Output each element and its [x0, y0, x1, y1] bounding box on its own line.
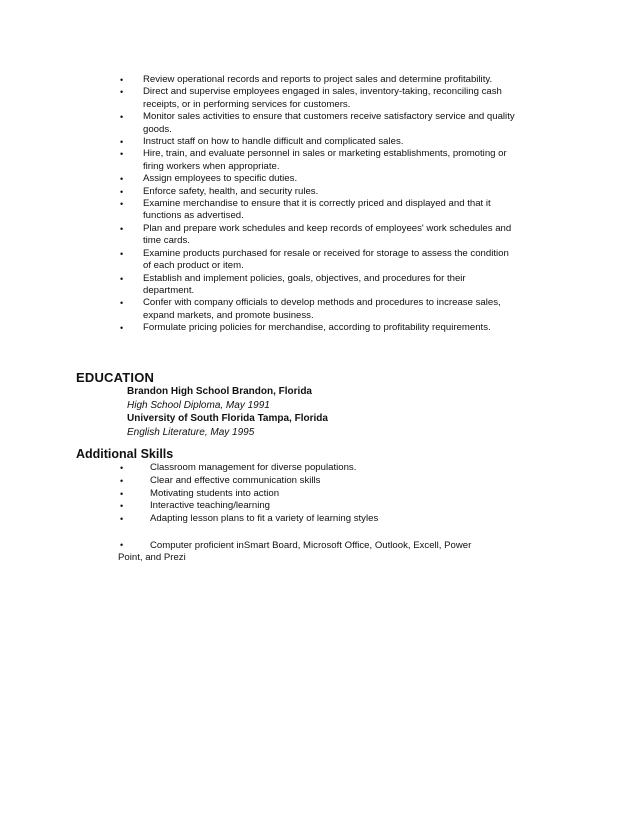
bullet-icon: • [120, 323, 124, 334]
bullet-icon: • [120, 186, 124, 197]
duty-text: Examine merchandise to ensure that it is correctly priced and displayed and that it functions as advertised. [143, 198, 491, 222]
duty-text: Confer with company officials to develop methods and procedures to increase sales, expand markets, and promote business. [143, 297, 501, 321]
list-item [118, 223, 518, 248]
bullet-icon: • [120, 174, 124, 185]
skill-text: Clear and effective communication skills [150, 474, 321, 486]
duty-text: Establish and implement policies, goals, objectives, and procedures for their department. [143, 272, 466, 296]
list-item [118, 148, 518, 173]
skill-text: Motivating students into action [150, 487, 280, 499]
duty-text: Instruct staff on how to handle difficult and complicated sales. [143, 136, 404, 148]
list-item [118, 297, 518, 322]
bullet-icon: • [120, 87, 124, 98]
list-item [118, 539, 518, 553]
skill-text: Computer proficient inSmart Board, Microsoft Office, Outlook, Excell, Power [150, 540, 472, 551]
list-item [118, 86, 518, 111]
skill-text: Classroom management for diverse populations. [150, 462, 357, 473]
list-item [118, 488, 518, 501]
bullet-icon: • [120, 488, 124, 499]
education-entries [127, 385, 328, 439]
skill-text: Interactive teaching/learning [150, 500, 270, 512]
school-name: Brandon High School Brandon, Florida [127, 386, 312, 397]
bullet-icon: • [120, 248, 124, 259]
duty-text: Hire, train, and evaluate personnel in sales or marketing establishments, promoting or firing workers when appropriate. [143, 148, 507, 172]
list-item [118, 462, 518, 475]
bullet-icon: • [120, 475, 124, 486]
bullet-icon: • [120, 463, 124, 473]
duty-text: Direct and supervise employees engaged in sales, inventory-taking, reconciling cash receipts, or in performing services for customers. [143, 86, 502, 110]
skill-text: Adapting lesson plans to fit a variety of learning styles [150, 513, 379, 525]
bullet-icon: • [120, 75, 124, 85]
bullet-icon: • [120, 112, 124, 123]
bullet-icon: • [120, 149, 124, 160]
list-item [118, 273, 518, 298]
skills-list [118, 462, 518, 526]
education-heading: EDUCATION [76, 370, 155, 385]
list-item [118, 136, 518, 148]
list-item [118, 198, 518, 223]
duty-text: Review operational records and reports to project sales and determine profitability. [143, 74, 493, 85]
duty-text: Monitor sales activities to ensure that customers receive satisfactory service and quality goods. [143, 111, 515, 135]
skill-text-continued: Point, and Prezi [118, 552, 186, 563]
list-item [118, 322, 518, 334]
duty-text: Formulate pricing policies for merchandise, according to profitability requirements. [143, 322, 491, 334]
list-item [118, 173, 518, 185]
degree-text: High School Diploma, May 1991 [127, 399, 270, 411]
list-item [118, 248, 518, 273]
bullet-icon: • [120, 514, 124, 525]
duty-text: Assign employees to specific duties. [143, 173, 298, 185]
bullet-icon: • [120, 298, 124, 309]
duty-text: Plan and prepare work schedules and keep records of employees' work schedules and time cards. [143, 222, 512, 247]
duties-list [118, 74, 518, 335]
list-item [118, 74, 518, 86]
degree-text: English Literature, May 1995 [127, 426, 255, 438]
school-name: University of South Florida Tampa, Florida [127, 413, 328, 424]
bullet-icon: • [120, 501, 124, 512]
bullet-icon: • [120, 540, 124, 550]
bullet-icon: • [120, 273, 124, 284]
duty-text: Examine products purchased for resale or received for storage to assess the condition of each product or item. [143, 247, 509, 272]
skills-heading: Additional Skills [76, 447, 174, 461]
list-item [118, 500, 518, 513]
duty-text: Enforce safety, health, and security rules. [143, 185, 319, 197]
list-item [118, 111, 518, 136]
list-item [118, 513, 518, 526]
list-item [118, 186, 518, 198]
bullet-icon: • [120, 223, 124, 234]
list-item [118, 475, 518, 488]
bullet-icon: • [120, 199, 124, 210]
bullet-icon: • [120, 137, 124, 148]
